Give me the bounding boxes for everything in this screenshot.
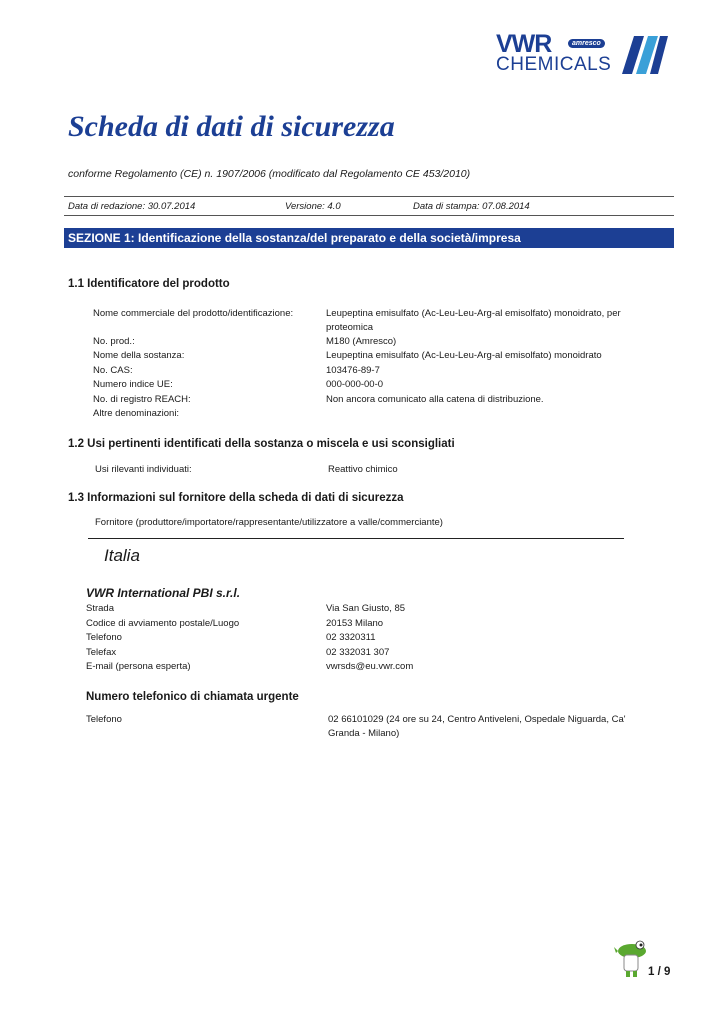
logo-amresco-badge: amresco (568, 39, 605, 48)
supplier-divider (88, 538, 624, 539)
fax-label: Telefax (86, 647, 117, 658)
cas-value: 103476-89-7 (326, 365, 380, 376)
reach-value: Non ancora comunicato alla catena di distribuzione. (326, 394, 544, 405)
crocodile-mascot-icon (612, 935, 652, 979)
reach-label: No. di registro REACH: (93, 394, 191, 405)
eu-index-value: 000-000-00-0 (326, 379, 384, 390)
emergency-phone-label: Telefono (86, 714, 122, 725)
postal-value: 20153 Milano (326, 618, 384, 629)
phone-label: Telefono (86, 632, 122, 643)
country-heading: Italia (104, 546, 140, 565)
company-name: VWR International PBI s.r.l. (86, 586, 241, 600)
email-value: vwrsds@eu.vwr.com (326, 661, 414, 672)
section-1-3-title: 1.3 Informazioni sul fornitore della scheda di dati di sicurezza (68, 492, 404, 504)
section-1-header: SEZIONE 1: Identificazione della sostanza/del preparato e della società/impresa (64, 228, 674, 248)
uses-value: Reattivo chimico (328, 464, 398, 475)
uses-label: Usi rilevanti individuati: (95, 464, 192, 475)
emergency-title: Numero telefonico di chiamata urgente (86, 691, 299, 703)
section-1-2-title: 1.2 Usi pertinenti identificati della sostanza o miscela e usi sconsigliati (68, 438, 455, 450)
version: Versione: 4.0 (285, 201, 341, 212)
product-row-value-cont: proteomica (326, 322, 373, 333)
logo-vwr-text: VWR (496, 30, 552, 58)
street-value: Via San Giusto, 85 (326, 603, 406, 614)
fax-value: 02 332031 307 (326, 647, 390, 658)
document-title: Scheda di dati di sicurezza (68, 110, 395, 143)
redaction-date: Data di redazione: 30.07.2014 (68, 201, 196, 212)
regulation-subtitle: conforme Regolamento (CE) n. 1907/2006 (modificato dal Regolamento CE 453/2010) (68, 168, 471, 180)
vwr-chemicals-logo (494, 30, 672, 78)
meta-bottom-divider (64, 215, 674, 216)
other-names-label: Altre denominazioni: (93, 408, 180, 419)
emergency-phone-value: 02 66101029 (24 ore su 24, Centro Antiveleni, Ospedale Niguarda, Ca' (328, 714, 626, 725)
supplier-description: Fornitore (produttore/importatore/rappresentante/utilizzatore a valle/commerciante) (95, 517, 443, 528)
eu-index-label: Numero indice UE: (93, 379, 173, 390)
print-date: Data di stampa: 07.08.2014 (413, 201, 530, 212)
product-row-label: Nome commerciale del prodotto/identificazione: (93, 308, 294, 319)
email-label: E-mail (persona esperta) (86, 661, 191, 672)
section-1-1-title: 1.1 Identificatore del prodotto (68, 278, 230, 290)
logo-stripes-icon (622, 34, 670, 76)
product-no-value: M180 (Amresco) (326, 336, 397, 347)
substance-name-label: Nome della sostanza: (93, 350, 185, 361)
cas-label: No. CAS: (93, 365, 133, 376)
product-row-value: Leupeptina emisulfato (Ac-Leu-Leu-Arg-al emisolfato) monoidrato, per (326, 308, 621, 319)
postal-label: Codice di avviamento postale/Luogo (86, 618, 240, 629)
logo-chemicals-text: CHEMICALS (496, 54, 612, 75)
substance-name-value: Leupeptina emisulfato (Ac-Leu-Leu-Arg-al emisolfato) monoidrato (326, 350, 602, 361)
product-no-label: No. prod.: (93, 336, 135, 347)
emergency-phone-value-cont: Granda - Milano) (328, 728, 400, 739)
street-label: Strada (86, 603, 114, 614)
phone-value: 02 3320311 (326, 632, 376, 643)
meta-top-divider (64, 196, 674, 197)
page-number: 1 / 9 (648, 966, 671, 978)
